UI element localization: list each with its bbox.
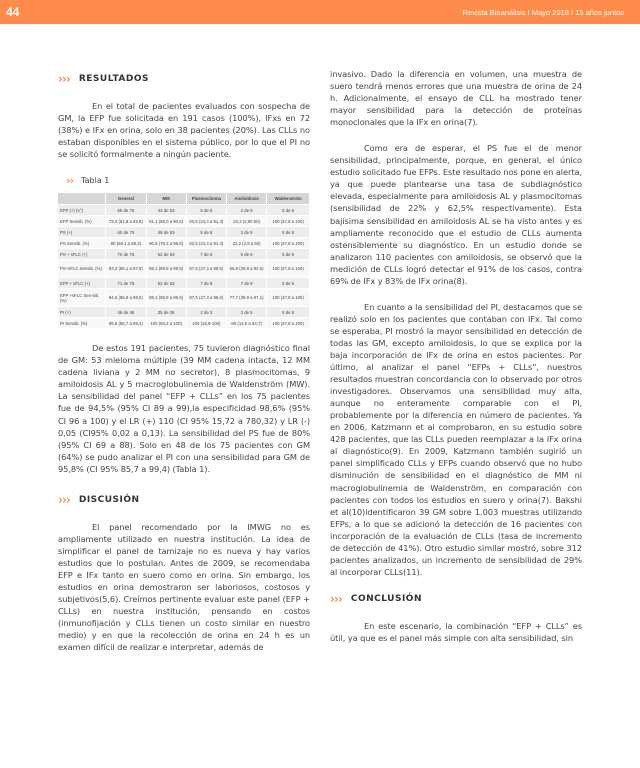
table-cell: 7 de 8 (186, 249, 226, 260)
paragraph: En cuanto a la sensibilidad del PI, destacamos que se realizó solo en los pacientes que contaban con IFx. Tal como se esperaba, PI mostró la mayor sensibilidad en detección de todas las GM, excepto amiloidosis, lo que se explica por la baja incorporación de IFx de orina en estos pacientes. Por último, al analizar el panel “EFPs + CLLs”, nuestros resultados muestran concordancia con lo observado por otros investigadores. Observamos una sensibilidad muy alta, aunque no enteramente comparable con el PI, probablemente por la diferencia en número de pacientes. Ya en 2006, Katzmann et al comprobaron, en su estudio sobre 428 pacientes, que las CLLs pueden reemplazar a la IFx orina al diagnóstico(9). En 2009, Katzmann también sugirió un panel simplificado CLLs y EFPs cuando observó que no hubo disminución de sensibilidad en el diagnóstico de MM ni macroglobulinemia de Waldenström, en comparación con pacientes con todos los estudios en suero y orina(7). Bakshi et al(10)identificaron 39 GM sobre 1.003 muestras utilizando EFPs, a lo que se adicionó la detección de 16 pacientes con incorporación de la evaluación de CLLs (tasa de incremento de detección de 41%). Otro estudio similar mostró, sobre 312 pacientes analizados, un incremento de sensibilidad de 29% al incorporar CLLs(11). (330, 301, 582, 577)
table-row-label: EFP Sensib. (%) (58, 216, 106, 227)
table-row (58, 227, 310, 238)
table-cell: 80 (69,1 a 88,3) (106, 238, 146, 249)
table-cell: 100 (15,8-100) (186, 318, 226, 329)
table-cell: 66,6 (29,9 a 92,5) (226, 260, 266, 278)
table-row (58, 318, 310, 329)
table-cell: 100 (47,8 a 100) (267, 289, 310, 307)
table-row (58, 216, 310, 227)
table-cell: 5 de 5 (267, 307, 310, 318)
table-cell: 100 (47,8 a 100) (267, 216, 310, 227)
table-cell: 87,5 (47,3 a 99,6) (186, 260, 226, 278)
table-row (58, 260, 310, 278)
triple-chevron-icon: ››› (58, 72, 70, 86)
table-cell: 5 de 5 (267, 278, 310, 289)
table-row-label: PI (+) (58, 307, 106, 318)
sensitivity-table (58, 193, 310, 328)
table-header-cell: General (106, 193, 146, 205)
paragraph: En este escenario, la combinación “EFP + CLLs” es útil, ya que es el panel más simple con alta sensibilidad, sin (330, 620, 582, 643)
section-title: CONCLUSIÓN (350, 593, 422, 604)
table-row-label: PS + sFLC (+) (58, 249, 106, 260)
table-cell: 5 de 5 (267, 227, 310, 238)
triple-chevron-icon: ››› (330, 591, 342, 606)
table-cell: 100 (93,2 a 100) (146, 318, 186, 329)
table-cell: 55 de 75 (106, 205, 146, 216)
table-row (58, 289, 310, 307)
table-cell: 62,5 (24,4 a 91,4) (186, 238, 226, 249)
triple-chevron-icon: ››› (58, 492, 70, 507)
paragraph: El panel recomendado por la IMWG no es ampliamente utilizado en nuestra institución. La idea de simplificar el panel de tamizaje no es nueva y hay varios estudios que lo postulan. Antes de 2009, se recomendaba EFP e IFx tanto en suero como en orina. Sin embargo, los estudios en orina demostraron ser laboriosos, costosos y subjetivos(5,6). Creímos pertinente evaluar este panel (EFP + CLLs) en nuestra institución, pensando en costos (inmunofijación y CLLs tienen un costo similar en nuestro medio) y en que la recolección de orina en 24 h es un examen difícil de realizar e interpretar, además de (58, 521, 310, 653)
table-cell: 48 de 53 (146, 227, 186, 238)
table-cell: 5 de 5 (267, 205, 310, 216)
table-cell: 95,8 (85,7 a 99,4) (106, 318, 146, 329)
table-cell: 2 de 9 (226, 205, 266, 216)
table-header-cell: Amiloidosis (226, 193, 266, 205)
page-header-bar (0, 0, 640, 24)
table-cell: 7 de 9 (226, 278, 266, 289)
table-cell: 52 de 53 (146, 278, 186, 289)
table-cell: 81,1 (68,0 a 90,5) (146, 216, 186, 227)
table-cell: 7 de 8 (186, 278, 226, 289)
table-row (58, 205, 310, 216)
table-cell: 2 de 9 (226, 227, 266, 238)
table-header-row (58, 193, 310, 205)
table-cell: 100 (47,8 a 100) (267, 238, 310, 249)
page-number: 44 (6, 5, 20, 19)
table-cell: 60 de 75 (106, 227, 146, 238)
table-row-label: EFP +sFLC Sen-sib. (%) (58, 289, 106, 307)
table-header-cell (58, 193, 106, 205)
table-header-cell: Waldenström (267, 193, 310, 205)
table-cell: 43 de 53 (146, 205, 186, 216)
table-cell: 5 de 8 (186, 205, 226, 216)
section-heading-discusion (58, 493, 310, 507)
table-row-label: PS+sFLC Sensib. (%) (58, 260, 106, 278)
section-heading-conclusion (330, 592, 582, 606)
table-row-label: PS Sensib. (%) (58, 238, 106, 249)
table-cell: 3 de 5 (226, 307, 266, 318)
table-body (58, 205, 310, 329)
table-cell: 93,3 (85,1 a 97,8) (106, 260, 146, 278)
paragraph: invasivo. Dado la diferencia en volumen, una muestra de suero tendrá menos errores que una muestra de orina de 24 h. Adicionalmente, el ensayo de CLL ha mostrado tener mayor sensibilidad para la detección de proteínas monoclonales que la IFx en orina(7). (330, 69, 582, 128)
table-cell: 87,5 (47,3 a 99,6) (186, 289, 226, 307)
paragraph: Como era de esperar, el PS fue el de menor sensibilidad, principalmente, porque, en general, el único estudio solicitado fue EFPs. Este resultado nos pone en alerta, ya que puede plantearse una tasa de subdiagnóstico elevada, especialmente para amiloidosis AL y plasmocitomas (sensibilidad de 22% y 62,5% respectivamente). Esta bajísima sensibilidad en amiloidosis AL se ha visto antes y es ampliamente reconocido que el estudio de CLLs aumenta ostensiblemente su diagnóstico. En un estudio donde se analizaron 110 pacientes con amiloidosis, se observó que la medición de CLLs logró detectar el 91% de los casos, contra 69% de IFx y 83% de IFx orina(8). (330, 143, 582, 286)
table-row-label: EFP (+) (n°) (58, 205, 106, 216)
table-cell: 35 de 36 (146, 307, 186, 318)
table-cell: 46 de 48 (106, 307, 146, 318)
table-row-label: PI Sensib. (%) (58, 318, 106, 329)
table-cell: 98,1 (89,9 a 99,9) (146, 289, 186, 307)
section-title: DISCUSIÓN (78, 494, 140, 505)
paragraph: En el total de pacientes evaluados con sospecha de GM, la EFP fue solicitada en 191 casos (100%), IFxs en 72 (38%) e IFx en orina, solo en 38 pacientes (20%). Las CLLs no estaban disponibles en el sistema público, por lo que el PI no se solicitó formalmente a ningún paciente. (58, 101, 310, 160)
table-cell: 52 de 53 (146, 249, 186, 260)
section-heading-resultados (58, 72, 310, 86)
section-title: RESULTADOS (78, 74, 149, 84)
table-cell: 90,5 (79,3 a 96,8) (146, 238, 186, 249)
left-column (58, 68, 310, 653)
table-cell: 60 (14,6 a 94,7) (226, 318, 266, 329)
table-row (58, 238, 310, 249)
table-row-label: PS (+) (58, 227, 106, 238)
table-cell: 22,2 (2,80 60) (226, 216, 266, 227)
table-cell: 6 de 9 (226, 249, 266, 260)
table-cell: 2 de 2 (186, 307, 226, 318)
table-row (58, 278, 310, 289)
table-caption (66, 174, 310, 187)
table-header-cell: MM (146, 193, 186, 205)
table-cell: 100 (47,8 a 100) (267, 318, 310, 329)
table-cell: 71 de 75 (106, 278, 146, 289)
table-cell: 70 de 75 (106, 249, 146, 260)
paragraph: De estos 191 pacientes, 75 tuvieron diagnóstico final de GM: 53 mieloma múltiple (39 MM cadena intacta, 12 MM cadena liviana y 2 MM no secretor), 8 plasmocitomas, 9 amiloidosis AL y 5 macroglobulinemia de Waldenström (MW). La sensibilidad del panel “EFP + CLLs” en los 75 pacientes fue de 94,5% (95% CI 89 a 99),la especificidad 98,6% (95% CI 96 a 100) y el LR (+) 110 (CI 95% 15,72 a 780,32) y LR (-) 0,05 (CI95% 0,02 a 0,13). La sensibilidad del PS fue de 80% (95% CI 69 a 88). Solo en 48 de los 75 pacientes con GM (64%) se pudo analizar el PI con una sensibilidad para GM de 95,8% (CI 95% 85,7 a 99,4) (Tabla 1). (58, 343, 310, 474)
right-column (330, 68, 582, 644)
table-cell: 100 (47,8 a 100) (267, 260, 310, 278)
table-row (58, 249, 310, 260)
table-cell: 62,5 (24,4 a 91,4) (186, 216, 226, 227)
table-header-cell: Plasmocitoma (186, 193, 226, 205)
table-cell: 98,1 (89,9 a 99,9) (146, 260, 186, 278)
table-cell: 22,2 (2,8 a 60) (226, 238, 266, 249)
table-cell: 73,3 (61,8 a 82,8) (106, 216, 146, 227)
table-cell: 94,6 (86,9 a 98,5) (106, 289, 146, 307)
table-cell: 5 de 8 (186, 227, 226, 238)
table-label: Tabla 1 (81, 176, 110, 186)
double-chevron-icon: ›› (66, 174, 74, 188)
table-cell: 77,7 (39,9 a 97,1) (226, 289, 266, 307)
table-row-label: EFP + sFLC (+) (58, 278, 106, 289)
journal-title: Revista Bioanálisis I Mayo 2018 I 15 años juntos (462, 7, 624, 17)
table-row (58, 307, 310, 318)
table-cell: 5 de 5 (267, 249, 310, 260)
